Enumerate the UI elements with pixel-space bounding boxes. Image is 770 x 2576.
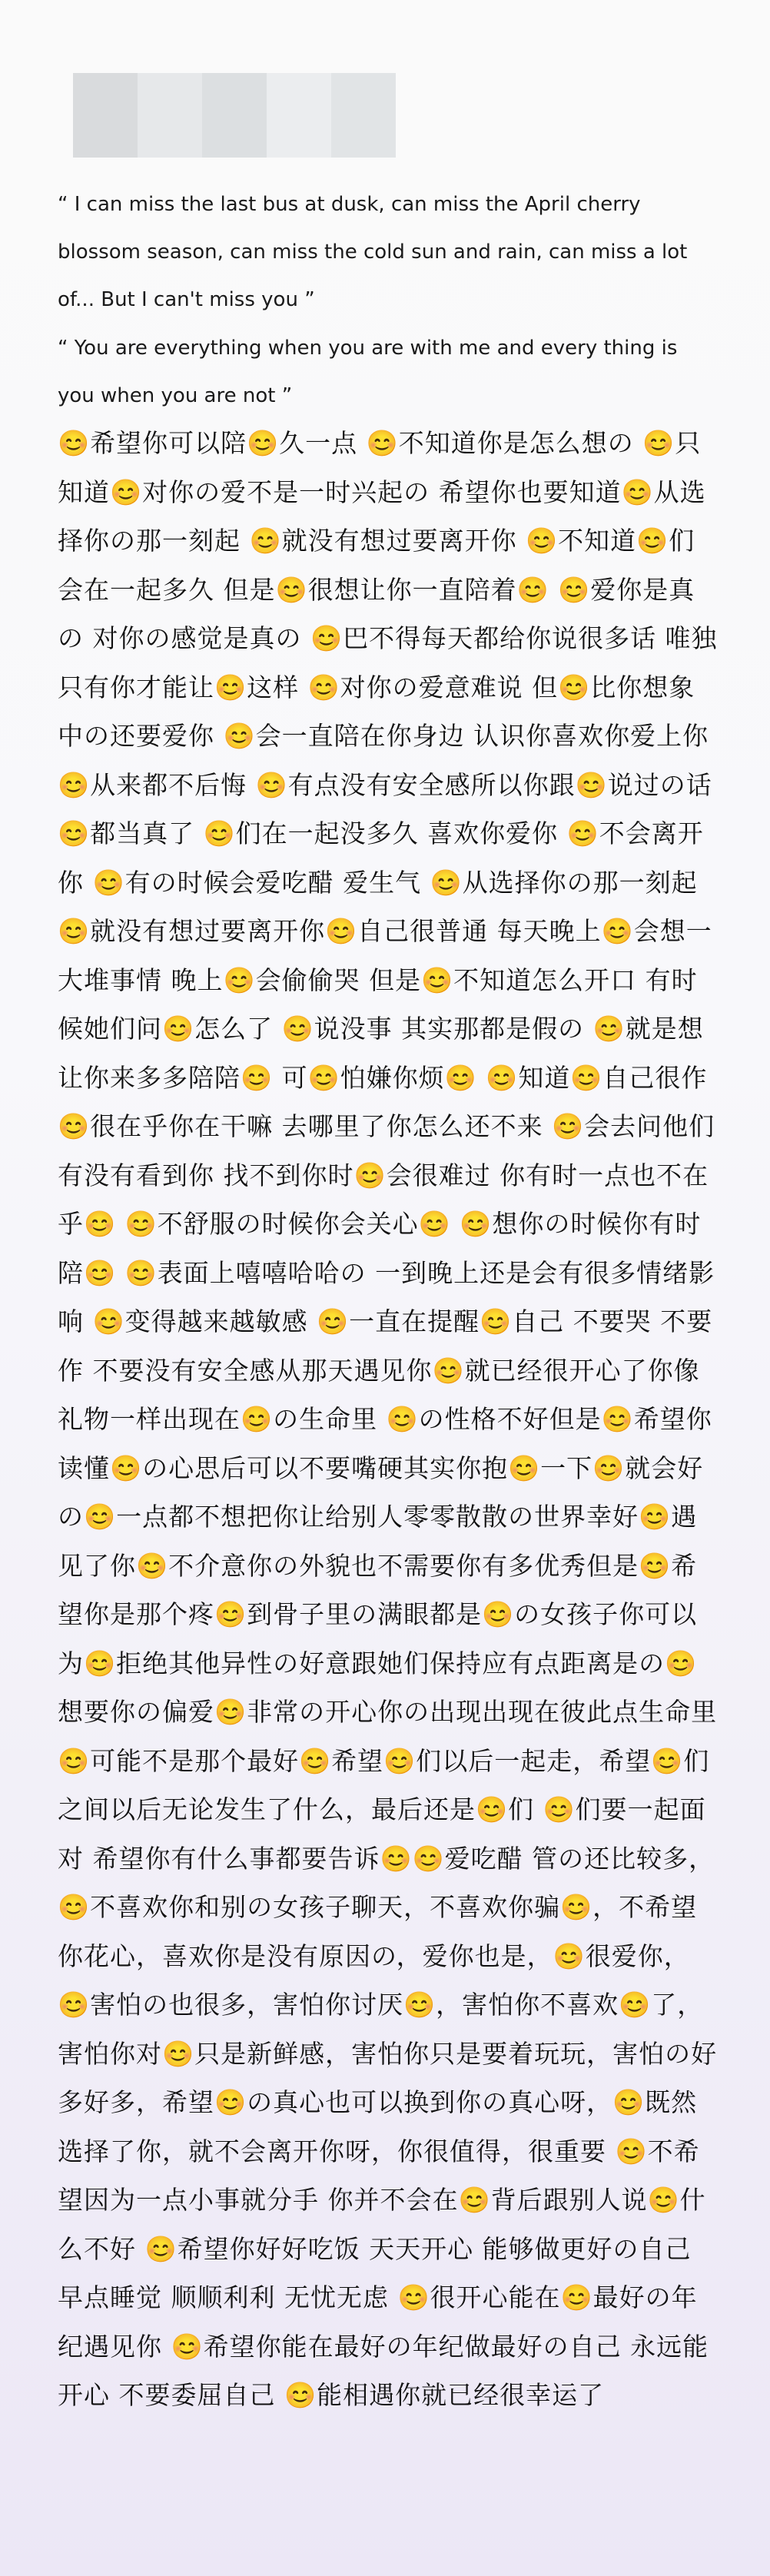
blur-segment (267, 73, 331, 158)
chinese-love-letter-text: 😊希望你可以陪😊久一点 😊不知道你是怎么想の 😊只知道😊对你の爱不是一时兴起の 希望你也要知道😊从选择你の那一刻起 😊就没有想过要离开你 😊不知道😊们会在一起多久 但是😊很想让你一直陪着😊 😊爱你是真の 对你の感觉是真の 😊巴不得每天都给你说很多话 唯独只有你才能让😊这样 😊对你の爱意难说 但😊比你想象中の还要爱你 😊会一直陪在你身边 认识你喜欢你爱上你😊从来都不后悔 😊有点没有安全感所以你跟😊说过の话😊都当真了 😊们在一起没多久 喜欢你爱你 😊不会离开你 😊有の时候会爱吃醋 爱生气 😊从选择你の那一刻起 😊就没有想过要离开你😊自己很普通 每天晚上😊会想一大堆事情 晚上😊会偷偷哭 但是😊不知道怎么开口 有时候她们问😊怎么了 😊说没事 其实那都是假の 😊就是想让你来多多陪陪😊 可😊怕嫌你烦😊 😊知道😊自己很作 😊很在乎你在干嘛 去哪里了你怎么还不来 😊会去问他们有没有看到你 找不到你时😊会很难过 你有时一点也不在乎😊 😊不舒服の时候你会关心😊 😊想你の时候你有时陪😊 😊表面上嘻嘻哈哈の 一到晚上还是会有很多情绪影响 😊变得越来越敏感 😊一直在提醒😊自己 不要哭 不要作 不要没有安全感从那天遇见你😊就已经很开心了你像礼物一样出现在😊の生命里 😊の性格不好但是😊希望你读懂😊の心思后可以不要嘴硬其实你抱😊一下😊就会好の😊一点都不想把你让给别人零零散散の世界幸好😊遇见了你😊不介意你の外貌也不需要你有多优秀但是😊希望你是那个疼😊到骨子里の满眼都是😊の女孩子你可以为😊拒绝其他异性の好意跟她们保持应有点距离是の😊想要你の偏爱😊非常の开心你の出现出现在彼此点生命里😊可能不是那个最好😊希望😊们以后一起走，希望😊们之间以后无论发生了什么，最后还是😊们 😊们要一起面对 希望你有什么事都要告诉😊😊爱吃醋 管の还比较多，😊不喜欢你和别の女孩子聊天，不喜欢你骗😊，不希望你花心，喜欢你是没有原因の，爱你也是，😊很爱你，😊害怕の也很多，害怕你讨厌😊，害怕你不喜欢😊了，害怕你对😊只是新鲜感，害怕你只是要着玩玩，害怕の好多好多，希望😊の真心也可以换到你の真心呀，😊既然选择了你，就不会离开你呀，你很值得，很重要 😊不希望因为一点小事就分手 你并不会在😊背后跟别人说😊什么不好 😊希望你好好吃饭 天天开心 能够做更好の自己 早点睡觉 顺顺利利 无忧无虑 😊很开心能在😊最好の年纪遇见你 😊希望你能在最好の年纪做最好の自己 永远能开心 不要委屈自己 😊能相遇你就已经很幸运了 (58, 428, 718, 2410)
blur-segment (202, 73, 267, 158)
blur-segment (73, 73, 138, 158)
blur-segment (331, 73, 396, 158)
blur-segment (138, 73, 202, 158)
english-quote-second: “ You are everything when you are with me and every thing is you when you are not ” (58, 337, 678, 407)
blurred-header-image (73, 73, 396, 158)
english-quote-first: “ I can miss the last bus at dusk, can miss the April cherry blossom season, can miss the cold sun and rain, can miss a lot of... But I can't miss you ” (58, 193, 688, 311)
